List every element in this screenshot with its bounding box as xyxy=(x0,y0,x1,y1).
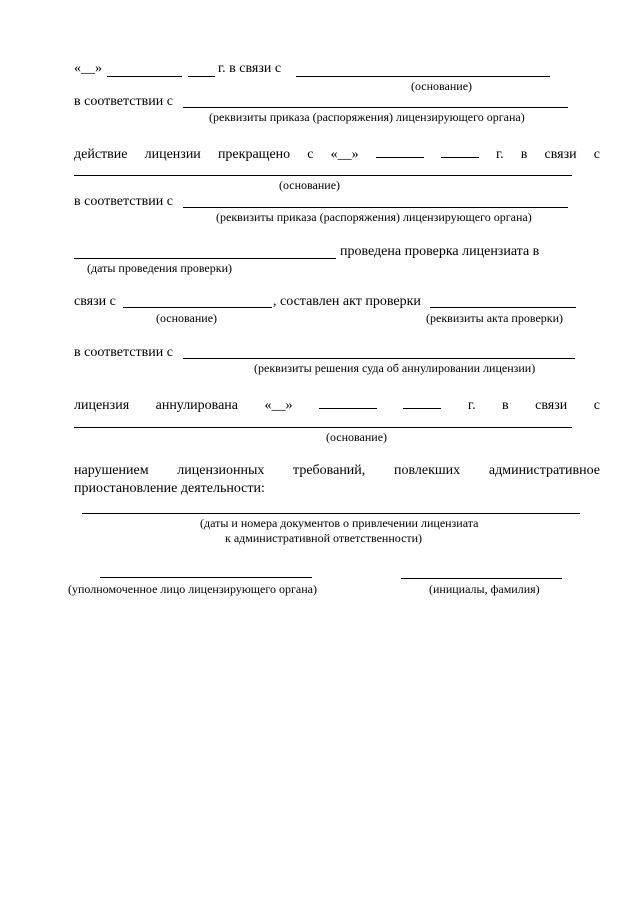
word: лицензионных xyxy=(177,463,265,478)
word: аннулирована xyxy=(155,398,239,413)
in-connection-label: связи с xyxy=(74,294,116,309)
word: связи xyxy=(535,398,568,413)
word: прекращено xyxy=(217,147,291,162)
word: лицензия xyxy=(74,398,130,413)
date-day-placeholder: «__» xyxy=(264,398,293,413)
word: связи xyxy=(544,147,577,162)
basis-caption: (основание) xyxy=(156,311,218,325)
word: административное xyxy=(488,463,600,478)
word: с xyxy=(307,147,314,162)
suspension-text: приостановление деятельности: xyxy=(74,481,265,496)
name-caption: (инициалы, фамилия) xyxy=(429,582,540,596)
order-line[interactable] xyxy=(183,207,568,208)
order-line[interactable] xyxy=(183,107,568,108)
basis-line[interactable] xyxy=(74,427,572,428)
year-line[interactable] xyxy=(441,145,479,158)
month-line[interactable] xyxy=(319,396,377,409)
name-signature-line[interactable] xyxy=(401,578,562,579)
word: с xyxy=(593,147,600,162)
year-line[interactable] xyxy=(188,76,215,77)
word: в xyxy=(502,398,509,413)
word: в xyxy=(520,147,528,162)
in-connection-text: г. в связи с xyxy=(218,61,282,76)
act-caption: (реквизиты акта проверки) xyxy=(426,311,564,325)
word: нарушением xyxy=(74,463,149,478)
violation-line xyxy=(74,463,600,479)
basis-line[interactable] xyxy=(123,307,272,308)
basis-line[interactable] xyxy=(296,76,550,77)
act-details-line[interactable] xyxy=(430,307,576,308)
word: лицензии xyxy=(144,147,201,162)
accordance-label: в соответствии с xyxy=(74,345,173,360)
accordance-label: в соответствии с xyxy=(74,94,173,109)
official-caption: (уполномоченное лицо лицензирующего органа) xyxy=(68,582,317,596)
inspection-dates-caption: (даты проведения проверки) xyxy=(87,261,232,275)
court-decision-line[interactable] xyxy=(183,358,575,359)
accordance-label: в соответствии с xyxy=(74,194,173,209)
date-day-placeholder: «__» xyxy=(330,147,359,162)
month-line[interactable] xyxy=(376,145,424,158)
word: г. xyxy=(496,147,504,162)
word: действие xyxy=(74,147,128,162)
documents-caption-1: (даты и номера документов о привлечении лицензиата xyxy=(200,516,479,530)
basis-caption: (основание) xyxy=(326,430,388,444)
documents-line[interactable] xyxy=(82,513,580,514)
basis-caption: (основание) xyxy=(279,178,341,192)
official-signature-line[interactable] xyxy=(100,577,312,578)
basis-line[interactable] xyxy=(74,175,572,176)
inspection-text: проведена проверка лицензиата в xyxy=(340,244,540,259)
month-line[interactable] xyxy=(107,76,182,77)
order-caption: (реквизиты приказа (распоряжения) лицензирующего органа) xyxy=(216,210,532,224)
word: г. xyxy=(467,398,476,413)
basis-caption: (основание) xyxy=(411,79,473,93)
word: повлекших xyxy=(393,463,461,478)
word: требований, xyxy=(293,463,366,478)
license-annulled-line xyxy=(74,396,600,414)
inspection-dates-line[interactable] xyxy=(74,258,336,259)
date-day-placeholder: «__» xyxy=(74,61,102,76)
act-text: , составлен акт проверки xyxy=(273,294,421,309)
order-caption: (реквизиты приказа (распоряжения) лицензирующего органа) xyxy=(209,110,525,124)
documents-caption-2: к административной ответственности) xyxy=(225,531,423,545)
year-line[interactable] xyxy=(403,396,441,409)
court-caption: (реквизиты решения суда об аннулировании лицензии) xyxy=(254,361,536,375)
word: с xyxy=(593,398,600,413)
license-terminated-line xyxy=(74,145,600,163)
